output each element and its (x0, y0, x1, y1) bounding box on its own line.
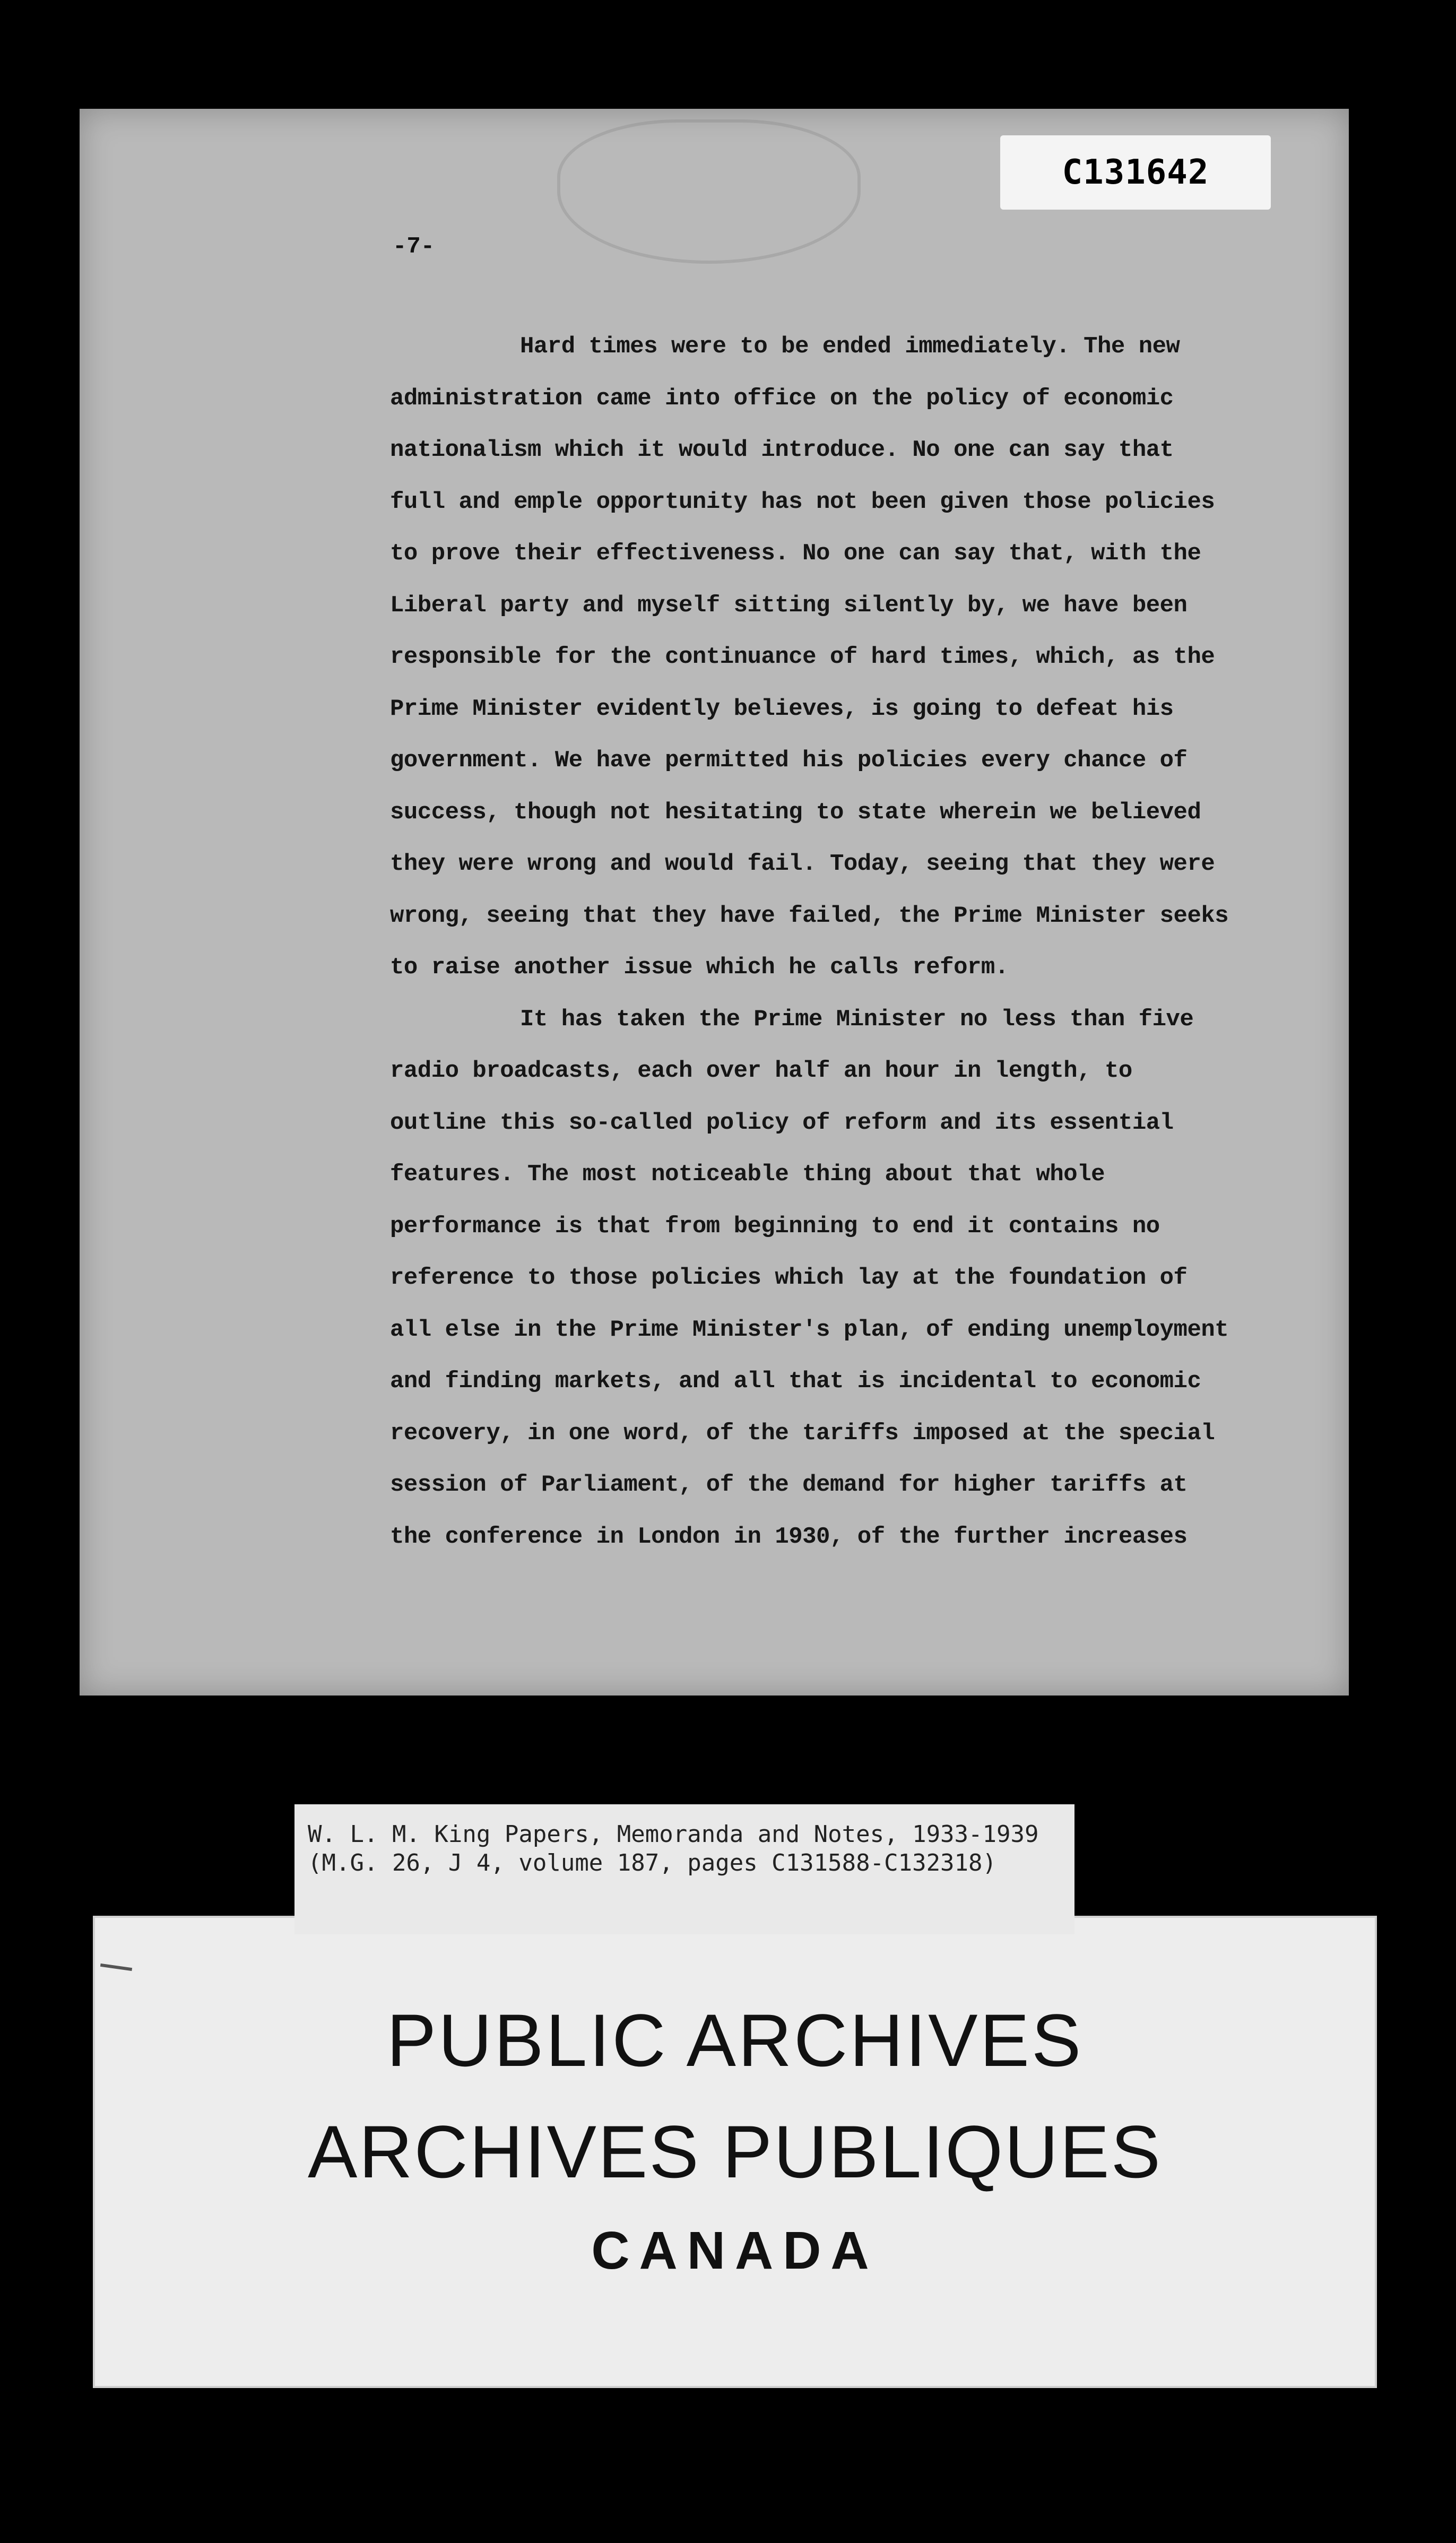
text-line: Hard times were to be ended immediately. The new (520, 333, 1180, 360)
text-line: Liberal party and myself sitting silently by, we have been (390, 592, 1188, 619)
document-id: C131642 (1062, 153, 1209, 192)
text-line: radio broadcasts, each over half an hour in length, to (390, 1058, 1132, 1084)
text-line: It has taken the Prime Minister no less than five (520, 1006, 1194, 1033)
citation-line-2: (M.G. 26, J 4, volume 187, pages C131588-C132318) (308, 1849, 997, 1876)
text-line: the conference in London in 1930, of the further increases (390, 1523, 1188, 1550)
text-line: to prove their effectiveness. No one can say that, with the (390, 540, 1201, 567)
text-line: reference to those policies which lay at the foundation of (390, 1265, 1188, 1291)
typed-page (80, 109, 1349, 1696)
page-number: -7- (393, 233, 435, 260)
text-line: full and emple opportunity has not been given those policies (390, 488, 1215, 515)
text-line: nationalism which it would introduce. No one can say that (390, 437, 1174, 463)
slip-mark (100, 1964, 132, 1971)
watermark-seal (557, 119, 861, 264)
text-line: session of Parliament, of the demand for higher tariffs at (390, 1472, 1188, 1498)
text-line: features. The most noticeable thing about that whole (390, 1161, 1105, 1188)
text-line: and finding markets, and all that is incidental to economic (390, 1368, 1201, 1395)
archives-country: CANADA (591, 2221, 879, 2280)
text-line: Prime Minister evidently believes, is going to defeat his (390, 695, 1174, 722)
text-line: they were wrong and would fail. Today, seeing that they were (390, 851, 1215, 877)
text-line: administration came into office on the policy of economic (390, 385, 1174, 412)
archives-title-english: PUBLIC ARCHIVES (386, 1999, 1084, 2082)
text-line: performance is that from beginning to end it contains no (390, 1213, 1160, 1240)
text-line: wrong, seeing that they have failed, the Prime Minister seeks (390, 902, 1229, 929)
text-line: all else in the Prime Minister's plan, of ending unemployment (390, 1316, 1229, 1343)
text-line: outline this so-called policy of reform and its essential (390, 1109, 1174, 1136)
text-line: responsible for the continuance of hard times, which, as the (390, 644, 1215, 670)
archives-title-french: ARCHIVES PUBLIQUES (308, 2110, 1162, 2193)
citation-line-1: W. L. M. King Papers, Memoranda and Notes, 1933-1939 (308, 1821, 1039, 1848)
document-id-label (1000, 135, 1271, 210)
archives-card (93, 1916, 1377, 2388)
citation-slip (294, 1804, 1074, 1934)
text-line: government. We have permitted his policies every chance of (390, 747, 1188, 774)
text-line: to raise another issue which he calls reform. (390, 954, 1009, 981)
text-line: recovery, in one word, of the tariffs imposed at the special (390, 1420, 1215, 1447)
text-line: success, though not hesitating to state wherein we believed (390, 799, 1201, 826)
body-text (390, 321, 1324, 1563)
